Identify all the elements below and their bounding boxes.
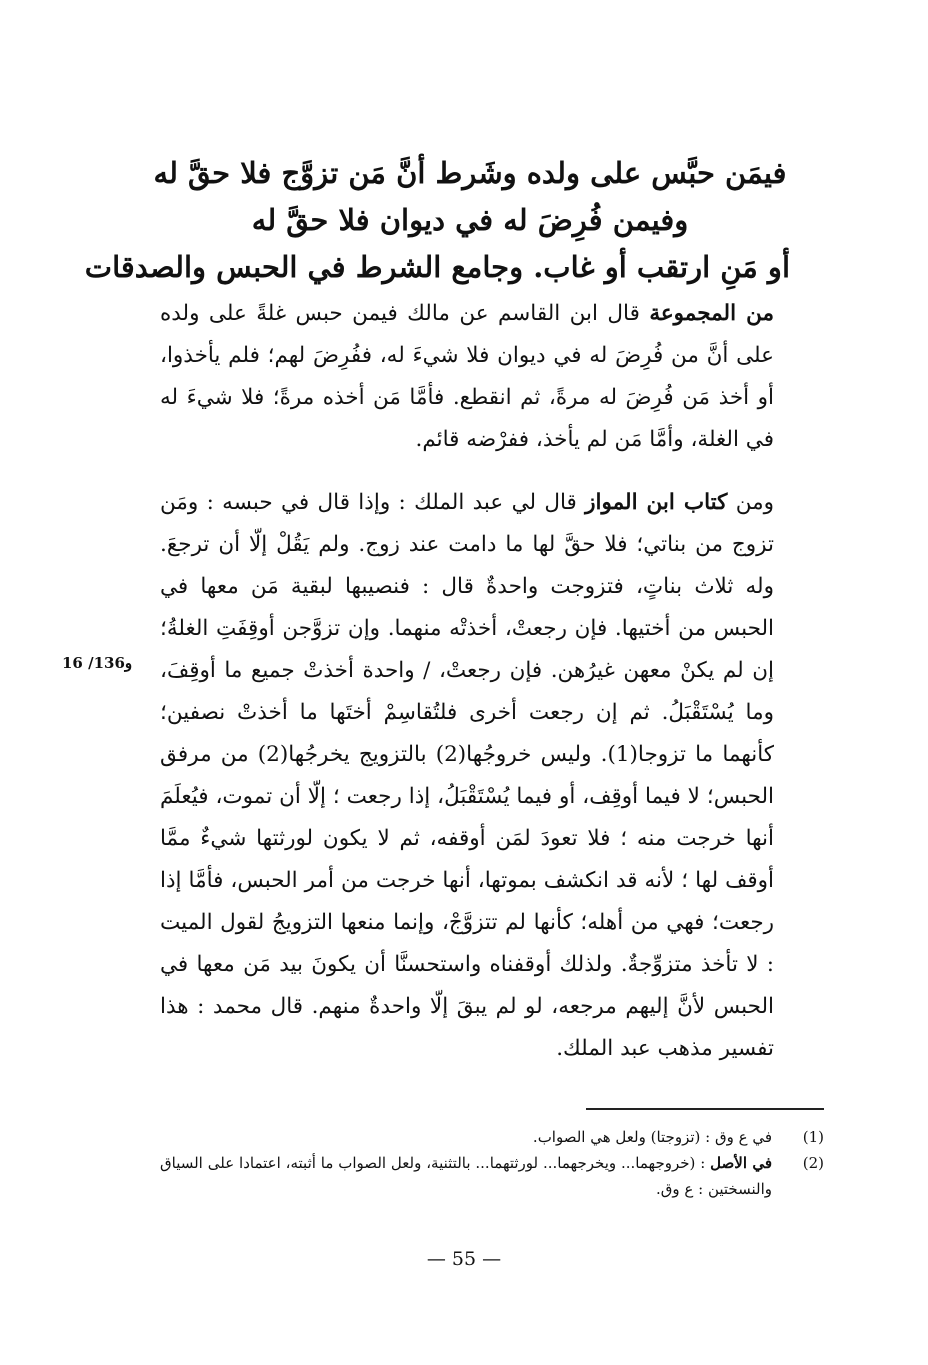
paragraph-1 <box>160 293 774 461</box>
source-reference: من المجموعة <box>649 301 775 326</box>
footnote-lead: في الأصل <box>710 1154 772 1172</box>
footnote-number: (2) <box>802 1154 824 1172</box>
footnotes <box>160 1124 824 1202</box>
paragraph-2 <box>160 482 774 1070</box>
chapter-title <box>84 150 790 291</box>
paragraph-text: قال لي عبد الملك : وإذا قال في حبسه : ومَن تزوج من بناتي؛ فلا حقَّ لها ما دامت عند زوج. ولم يَقُلْ إلّا أن ترجعَ. وله ثلاث بناتٍ، فتزوجت واحدةٌ قال : فنصيبها لبقية مَن معها في الحبس من أختيها. فإن رجعتْ، أخذتْه منهما. وإن تزوَّجن أوقِفَتِ الغلةُ؛ إن لم يكنْ معهن غيرُهن. فإن رجعتْ، / واحدة أخذتْ جميع ما أوقِفَ، وما يُسْتَقْبَلُ. ثم إن رجعت أخرى فلتُقاسِمْ أختَها ما أخذتْ نصفين؛ كأنهما ما تزوجا(1). وليس خروجُها(2) بالتزويج يخرجُها(2) من مرفق الحبس؛ لا فيما أوقِف، أو فيما يُسْتَقْبَلُ، إذا رجعت ؛ إلّا أن تموت، فيُعلَمَ أنها خرجت منه ؛ فلا تعودَ لمَن أوقفه، ثم لا يكون لورثتها شيءٌ ممَّا أوقف لها ؛ لأنه قد انكشف بموتها، أنها خرجت من أمر الحبس، فأمَّا إذا رجعت؛ فهي من أهله؛ كأنها لم تتزوَّجْ، وإنما منعها التزويجُ لقول الميت : لا تأخذ متزوِّجةٌ. ولذلك أوقفناه واستحسنَّا أن يكونَ بيد مَن معها في الحبس لأنَّ إليهم مرجعه، لو لم يبقَ إلّا واحدةٌ منهم. قال محمد : هذا تفسير مذهب عبد الملك. <box>160 490 775 1061</box>
paragraph-text: قال ابن القاسم عن مالك فيمن حبس غلةً على ولده على أنَّ من فُرِضَ له في ديوان فلا شيءَ له، ففُرِضَ لهم؛ فلم يأخذوا، أو أخذ مَن فُرِضَ له مرةً، ثم انقطع. فأمَّا مَن أخذه مرةً؛ فلا شيءَ له في الغلة، وأمَّا مَن لم يأخذ، ففرْضه قائم. <box>160 301 774 452</box>
paragraph-prefix: ومن <box>727 490 774 515</box>
footnote-text <box>160 1150 772 1202</box>
title-line-1: فيمَن حبَّس على ولده وشَرط أنَّ مَن تزوَّج فلا حقَّ له <box>153 156 787 190</box>
footnote-number: (1) <box>802 1128 824 1146</box>
footnote <box>160 1124 824 1150</box>
source-reference: كتاب ابن المواز <box>585 490 728 515</box>
footnote-text: في ع وق : (تزوجتا) ولعل هي الصواب. <box>532 1128 772 1146</box>
footnote-separator <box>586 1108 824 1110</box>
title-line-3: أو مَنِ ارتقب أو غاب. وجامع الشرط في الحبس والصدقات <box>84 250 790 284</box>
title-line-2: وفيمن فُرِضَ له في ديوان فلا حقَّ له <box>251 203 689 237</box>
footnote-body: : (خروجهما... ويخرجهما... لورثتهما... بالتثنية، ولعل الصواب ما أثبته، اعتمادا على السياق والنسختين : ع وق. <box>160 1154 772 1198</box>
page-number: — 55 — <box>426 1248 502 1270</box>
footnote <box>160 1150 824 1202</box>
margin-folio-note: 16 /136و <box>62 654 133 672</box>
